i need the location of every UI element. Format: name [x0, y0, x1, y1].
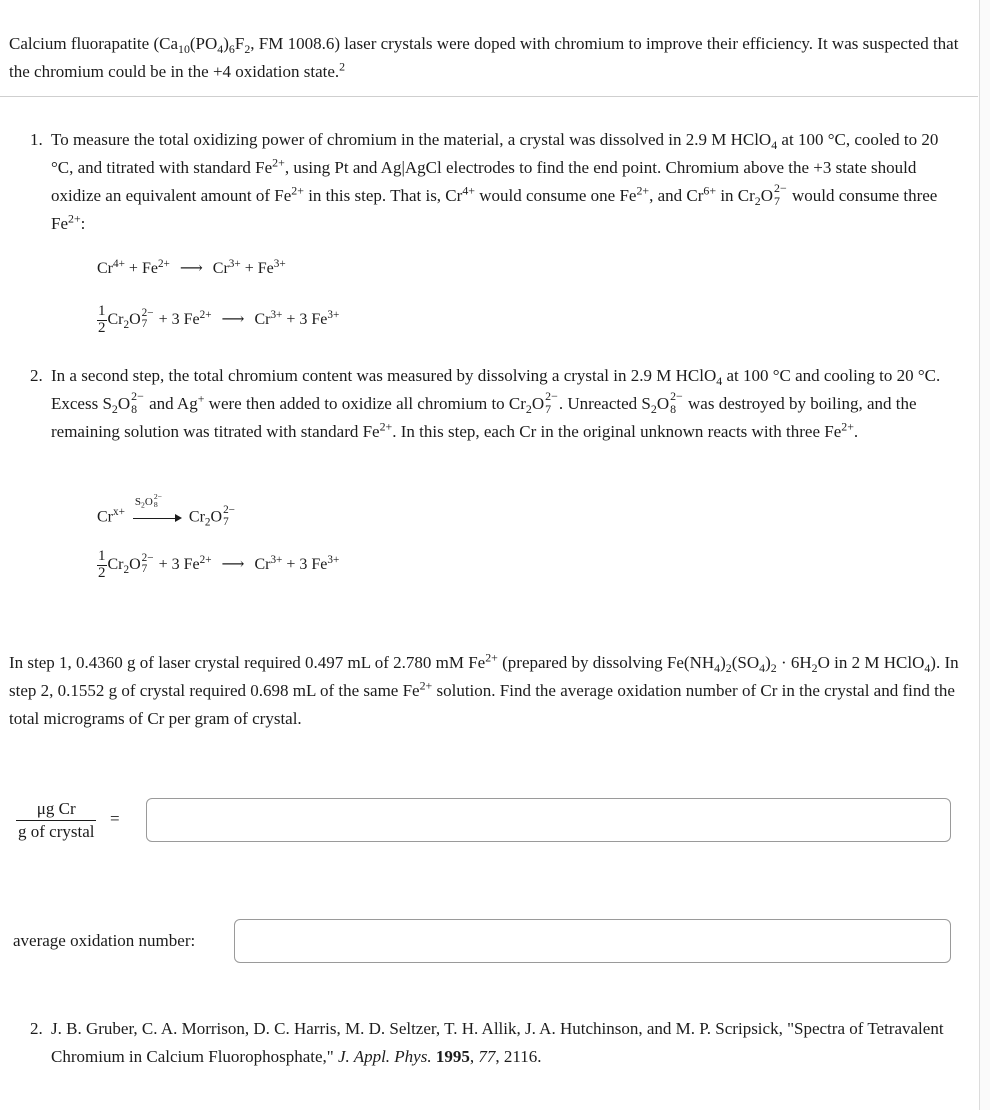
- reference-footnote: 2. J. B. Gruber, C. A. Morrison, D. C. Harris, M. D. Seltzer, T. H. Allik, J. A. Hutchinson, and M. P. Scripsick, "Spectra of Tetravalent Chromium in Calcium Fluorophosphate," J. Appl. Phys. 1995, 77, 2116.: [30, 1015, 960, 1071]
- equation-dichromate-fe: $\frac{1}{2}$ $Cr_2O$ 2− 7 + 3 $Fe^{2+}$ ⟶ $Cr^{3+} + 3$ $Fe^{3+}$: [98, 303, 340, 336]
- equation-crx-oxidation: $Cr^{x+}$ $S_2O$ 2− 8 $Cr_2O$ 2− 7: [97, 491, 235, 529]
- right-frame-edge: [979, 0, 990, 1110]
- reaction-arrow: ⟶: [179, 260, 203, 277]
- fraction-one-half: $\frac{1}{2}$: [98, 548, 106, 581]
- ug-cr-answer-input[interactable]: [146, 798, 951, 842]
- labeled-reaction-arrow: $S_2O$ 2− 8: [133, 509, 181, 527]
- reference-number: 2.: [30, 1019, 43, 1038]
- problem-paragraph: In step 1, 0.4360 g of laser crystal required 0.497 mL of 2.780 mM $Fe^{2+}$ (prepared by dissolving $Fe(NH_4)_2(SO_4)_2 \cdot 6H_2O$ in 2 M HClO$_4$). In step 2, 0.1552 g of crystal required 0.698 mL of the same $Fe^{2+}$ solution. Find the average oxidation number of Cr in the crystal and find the total micrograms of Cr per gram of crystal.: [9, 650, 959, 728]
- step1-number: 1.: [30, 130, 43, 149]
- step2-number: 2.: [30, 366, 43, 385]
- equation-dichromate-fe-2: $\frac{1}{2}$ $Cr_2O$ 2− 7 + 3 $Fe^{2+}$ ⟶ $Cr^{3+} + 3$ $Fe^{3+}$: [98, 548, 340, 581]
- equals-sign: =: [110, 809, 120, 828]
- intro-paragraph: Calcium fluorapatite ($Ca_{10}(PO_4)_6F_2$, FM 1008.6) laser crystals were doped with chromium to improve their efficiency. It was suspected that the chromium could be in the +4 oxidation state.$^2$: [9, 34, 959, 81]
- reaction-arrow: ⟶: [221, 310, 245, 328]
- ug-per-gram-label: μg Cr g of crystal: [18, 799, 95, 841]
- oxidation-number-input[interactable]: [234, 919, 951, 963]
- section-divider: [0, 96, 978, 97]
- oxidation-number-label: average oxidation number:: [13, 931, 196, 950]
- footnote-marker: 2: [339, 59, 346, 74]
- fraction-one-half: $\frac{1}{2}$: [98, 303, 106, 336]
- step2-paragraph: 2. In a second step, the total chromium content was measured by dissolving a crystal in 2.9 M HClO$_4$ at 100 °C and cooling to 20 °C. Excess $S_2O$ 2− 8 and Ag+ were then added to oxidize all chromium to $Cr_2O$ 2− 7 . Unreacted $S_2O$ 2− 8 was destroyed by boiling, and the remaining solution was titrated with standard $Fe^{2+}$. In this step, each Cr in the original unknown reacts with three $Fe^{2+}$.: [30, 362, 975, 446]
- equation-cr4-fe: $Cr^{4+} + Fe^{2+}$ ⟶ $Cr^{3+} + Fe^{3+}$: [97, 257, 286, 277]
- step1-paragraph: 1. To measure the total oxidizing power of chromium in the material, a crystal was dissolved in 2.9 M HClO$_4$ at 100 °C, cooled to 20 °C, and titrated with standard $Fe^{2+}$, using Pt and Ag|AgCl electrodes to find the end point. Chromium above the +3 state should oxidize an equivalent amount of $Fe^{2+}$ in this step. That is, $Cr^{4+}$ would consume one $Fe^{2+}$, and $Cr^{6+}$ in $Cr_2O$ 2− 7 would consume three $Fe^{2+}$:: [30, 126, 960, 238]
- reaction-arrow: ⟶: [221, 555, 245, 573]
